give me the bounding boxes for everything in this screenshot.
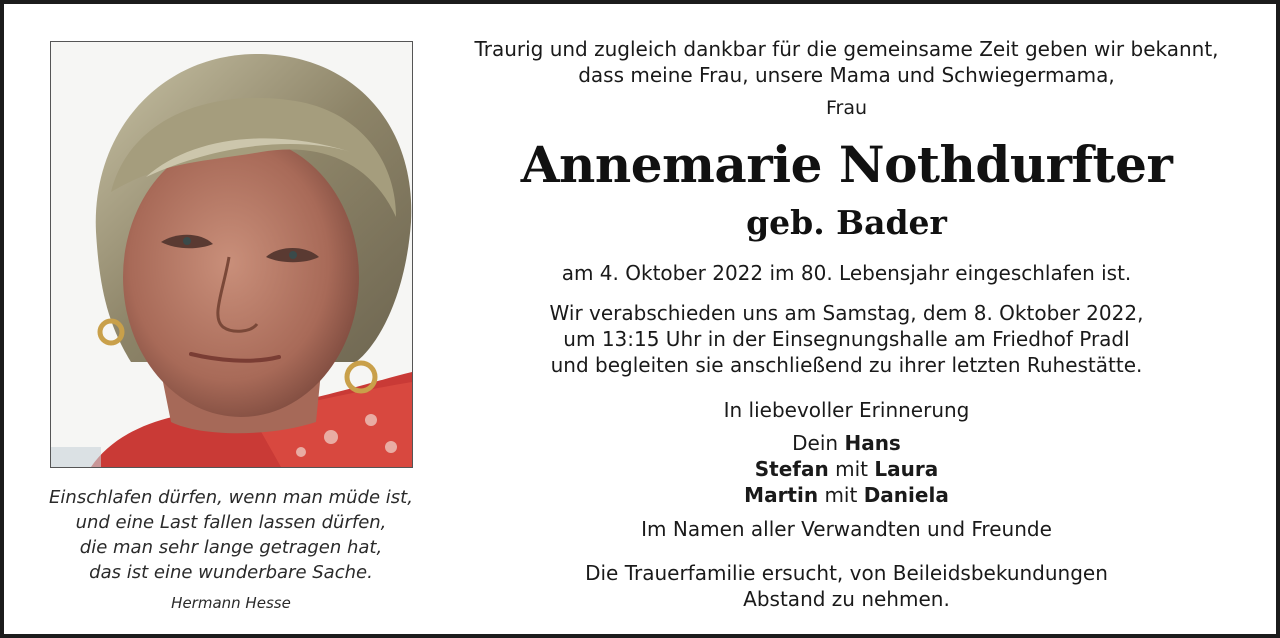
maiden-name: geb. Bader [746,203,947,242]
death-date-line: am 4. Oktober 2022 im 80. Lebensjahr eingeschlafen ist. [561,261,1132,285]
family-line [444,457,1249,481]
portrait-photo [50,41,413,468]
family-member-name: Stefan [754,457,829,481]
quote-line: das ist eine wunderbare Sache. [89,562,373,583]
salutation: Frau [825,97,868,119]
family-member-name: Martin [744,483,819,507]
family-prefix: Dein [792,431,839,455]
family-member-name: Hans [844,431,901,455]
quote-line: die man sehr lange getragen hat, [79,537,383,558]
family-member-name: Laura [874,457,939,481]
farewell-line: um 13:15 Uhr in der Einsegnungshalle am Friedhof Pradl [563,327,1130,351]
deceased-name: Annemarie Nothdurfter [520,135,1173,194]
family-connector: mit [835,457,868,481]
hesse-quote [24,485,438,616]
on-behalf-line: Im Namen aller Verwandten und Freunde [641,517,1052,541]
request-line: Abstand zu nehmen. [743,587,950,611]
family-member-name: Daniela [863,483,949,507]
family-line [444,431,1249,455]
farewell-line: Wir verabschieden uns am Samstag, dem 8. Oktober 2022, [549,301,1144,325]
quote-author: Hermann Hesse [171,594,291,612]
family-connector: mit [824,483,858,507]
quote-line: und eine Last fallen lassen dürfen, [75,512,387,533]
quote-line: Einschlafen dürfen, wenn man müde ist, [49,487,413,508]
intro-line: Traurig und zugleich dankbar für die gemeinsame Zeit geben wir bekannt, [474,37,1219,61]
intro-line: dass meine Frau, unsere Mama und Schwiegermama, [578,63,1115,87]
memory-line: In liebevoller Erinnerung [723,398,970,422]
request-line: Die Trauerfamilie ersucht, von Beileidsbekundungen [585,561,1108,585]
farewell-line: und begleiten sie anschließend zu ihrer letzten Ruhestätte. [550,353,1143,377]
family-line [444,483,1249,507]
